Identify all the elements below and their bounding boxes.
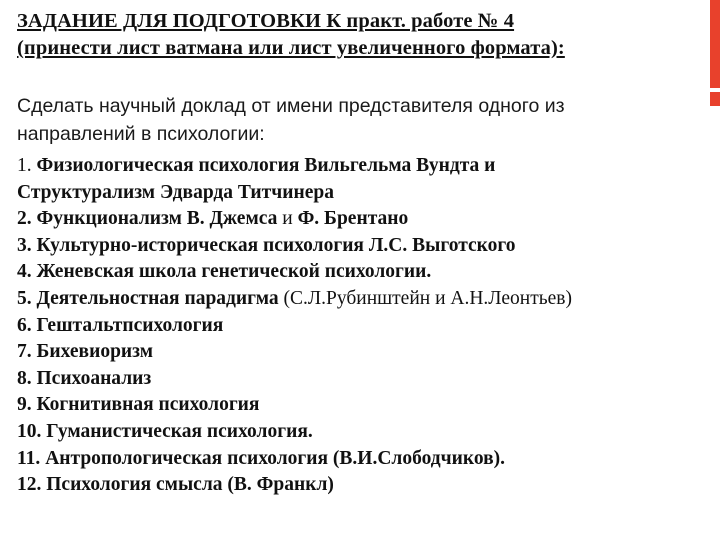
topic-item-1: [17, 153, 717, 180]
topic-item-6: [17, 313, 717, 340]
topic-number: 3.: [17, 234, 37, 256]
topic-text: Психоанализ: [36, 367, 152, 389]
topic-authors: (С.Л.Рубинштейн и А.Н.Леонтьев): [278, 287, 573, 309]
topic-number: 1.: [17, 155, 37, 176]
topic-item-11: [17, 446, 717, 473]
topic-item-2: [17, 206, 717, 233]
topic-number: 10.: [17, 420, 47, 442]
topic-item-5: [17, 286, 717, 313]
topic-list: [17, 153, 717, 499]
topic-item-8: [17, 366, 717, 393]
intro-line-2: направлений в психологии:: [17, 123, 265, 145]
topic-text: Женевская школа генетической психологии.: [36, 261, 432, 283]
topic-number: 11.: [17, 447, 46, 469]
topic-number: 6.: [17, 314, 37, 336]
topic-text: Бихевиоризм: [36, 341, 153, 363]
topic-item-12: [17, 472, 717, 499]
topic-conjunction: и: [277, 208, 298, 230]
assignment-intro: [17, 92, 677, 148]
topic-text: Функционализм В. Джемса: [36, 208, 278, 230]
topic-item-7: [17, 339, 717, 366]
assignment-heading: [17, 8, 707, 62]
topic-number: 8.: [17, 367, 37, 389]
topic-text: Структурализм Эдварда Титчинера: [17, 181, 334, 203]
intro-line-1: Сделать научный доклад от имени представителя одного из: [17, 95, 565, 117]
topic-text: Антропологическая психология (В.И.Слободчиков).: [45, 447, 506, 469]
heading-line-1: ЗАДАНИЕ ДЛЯ ПОДГОТОВКИ К практ. работе № 4: [17, 10, 515, 32]
topic-number: 12.: [17, 474, 47, 496]
topic-number: 4.: [17, 261, 37, 283]
topic-text: Когнитивная психология: [36, 394, 260, 416]
topic-item-4: [17, 259, 717, 286]
topic-number: 7.: [17, 341, 37, 363]
accent-bar-divider: [710, 88, 720, 92]
topic-text: Физиологическая психология Вильгельма Вундта и: [36, 155, 496, 176]
topic-text: Гуманистическая психология.: [46, 420, 313, 442]
topic-text: Гештальтпсихология: [36, 314, 224, 336]
topic-text-tail: Ф. Брентано: [297, 208, 409, 230]
topic-item-1-continued: [17, 180, 717, 207]
topic-number: 2.: [17, 208, 37, 230]
topic-text: Культурно-историческая психология Л.С. Выготского: [36, 234, 516, 256]
topic-number: 9.: [17, 394, 37, 416]
topic-item-10: [17, 419, 717, 446]
heading-line-2: (принести лист ватмана или лист увеличенного формата):: [17, 37, 565, 59]
topic-text: Психология смысла (В. Франкл): [46, 474, 334, 496]
topic-number: 5.: [17, 287, 37, 309]
topic-text: Деятельностная парадигма: [36, 287, 279, 309]
topic-item-3: [17, 233, 717, 260]
topic-item-9: [17, 392, 717, 419]
